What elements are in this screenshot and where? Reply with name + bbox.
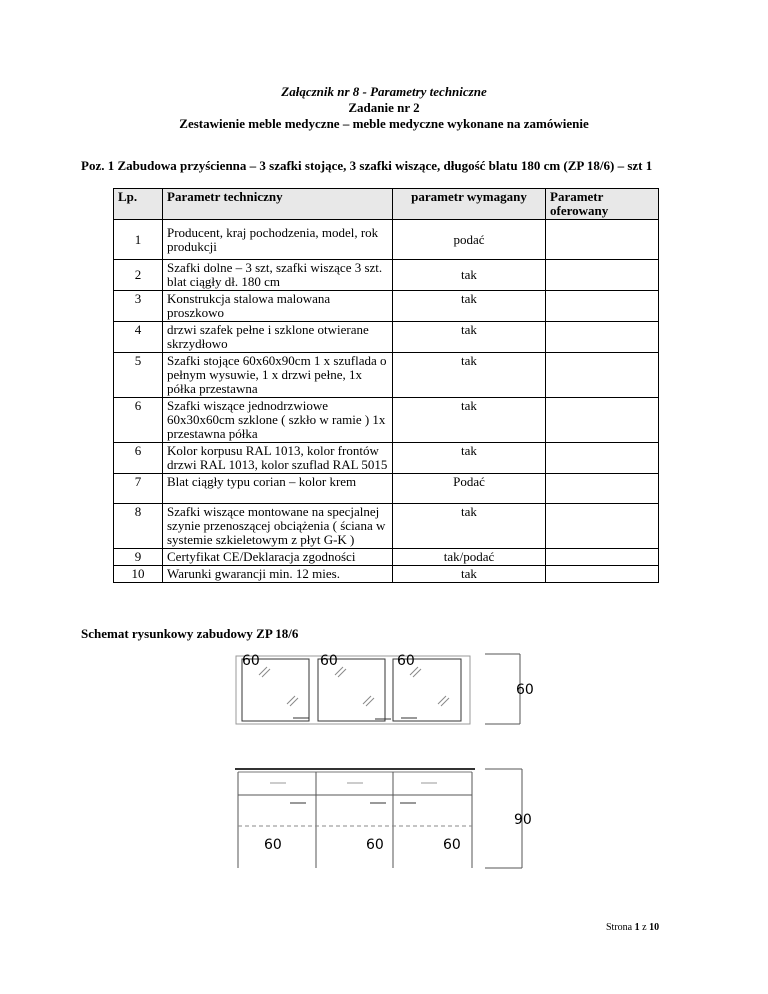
row-lp: 5 [114,353,163,398]
row-lp: 6 [114,443,163,474]
header-required: parametr wymagany [393,189,546,220]
row-required: tak [393,322,546,353]
lower-width-label-2: 60 [366,837,384,853]
footer-sep: z [639,922,650,933]
row-parameter: drzwi szafek pełne i szklone otwierane skrzydłowo [163,322,393,353]
header-lp: Lp. [114,189,163,220]
row-lp: 10 [114,566,163,583]
header-offered: Parametr oferowany [546,189,659,220]
row-lp: 3 [114,291,163,322]
row-parameter: Certyfikat CE/Deklaracja zgodności [163,549,393,566]
row-required: tak/podać [393,549,546,566]
row-lp: 9 [114,549,163,566]
row-parameter: Kolor korpusu RAL 1013, kolor frontów drzwi RAL 1013, kolor szuflad RAL 5015 [163,443,393,474]
document-subtitle: Zestawienie meble medyczne – meble medyczne wykonane na zamówienie [179,116,589,131]
position-title: Poz. 1 Zabudowa przyścienna – 3 szafki stojące, 3 szafki wiszące, długość blatu 180 cm (ZP 18/6) – szt 1 [81,158,653,173]
glass-marks [259,667,449,706]
lower-height-label: 90 [514,812,532,828]
row-required: tak [393,260,546,291]
annex-title: Załącznik nr 8 - Parametry techniczne [281,84,487,99]
row-parameter: Blat ciągły typu corian – kolor krem [163,474,393,504]
row-parameter: Szafki wiszące montowane na specjalnej szynie przenoszącej obciążenia ( ściana w systemie szkieletowym z płyt G-K ) [163,504,393,549]
task-number: Zadanie nr 2 [348,100,420,115]
upper-cabinets [236,654,520,724]
row-required: podać [393,220,546,260]
upper-width-label-3: 60 [397,653,415,669]
row-parameter: Szafki wiszące jednodrzwiowe 60x30x60cm szklone ( szkło w ramie ) 1x przestawna półka [163,398,393,443]
row-parameter: Konstrukcja stalowa malowana proszkowo [163,291,393,322]
row-lp: 6 [114,398,163,443]
lower-cabinets [235,769,522,868]
upper-handles [293,718,417,719]
row-parameter: Warunki gwarancji min. 12 mies. [163,566,393,583]
upper-width-label-2: 60 [320,653,338,669]
upper-height-label: 60 [516,682,534,698]
schematic-title: Schemat rysunkowy zabudowy ZP 18/6 [81,626,299,641]
row-lp: 4 [114,322,163,353]
lower-width-label-3: 60 [443,837,461,853]
footer-total: 10 [649,922,660,933]
row-required: Podać [393,474,546,504]
row-lp: 8 [114,504,163,549]
header-parameter: Parametr techniczny [163,189,393,220]
row-required: tak [393,291,546,322]
row-required: tak [393,566,546,583]
row-lp: 2 [114,260,163,291]
row-lp: 7 [114,474,163,504]
upper-cabinets-outline [236,656,470,724]
upper-height-dimension [485,654,520,724]
footer-page: 1 [634,922,640,933]
row-parameter: Szafki dolne – 3 szt, szafki wiszące 3 szt. blat ciągły dł. 180 cm [163,260,393,291]
row-parameter: Szafki stojące 60x60x90cm 1 x szuflada o pełnym wysuwie, 1 x drzwi pełne, 1x półka przestawna [163,353,393,398]
page-footer [606,922,659,933]
row-required: tak [393,398,546,443]
row-required: tak [393,353,546,398]
lower-width-label-1: 60 [264,837,282,853]
row-parameter: Producent, kraj pochodzenia, model, rok produkcji [163,220,393,260]
row-required: tak [393,504,546,549]
upper-width-label-1: 60 [242,653,260,669]
row-required: tak [393,443,546,474]
row-lp: 1 [114,220,163,260]
footer-prefix: Strona [606,922,635,933]
